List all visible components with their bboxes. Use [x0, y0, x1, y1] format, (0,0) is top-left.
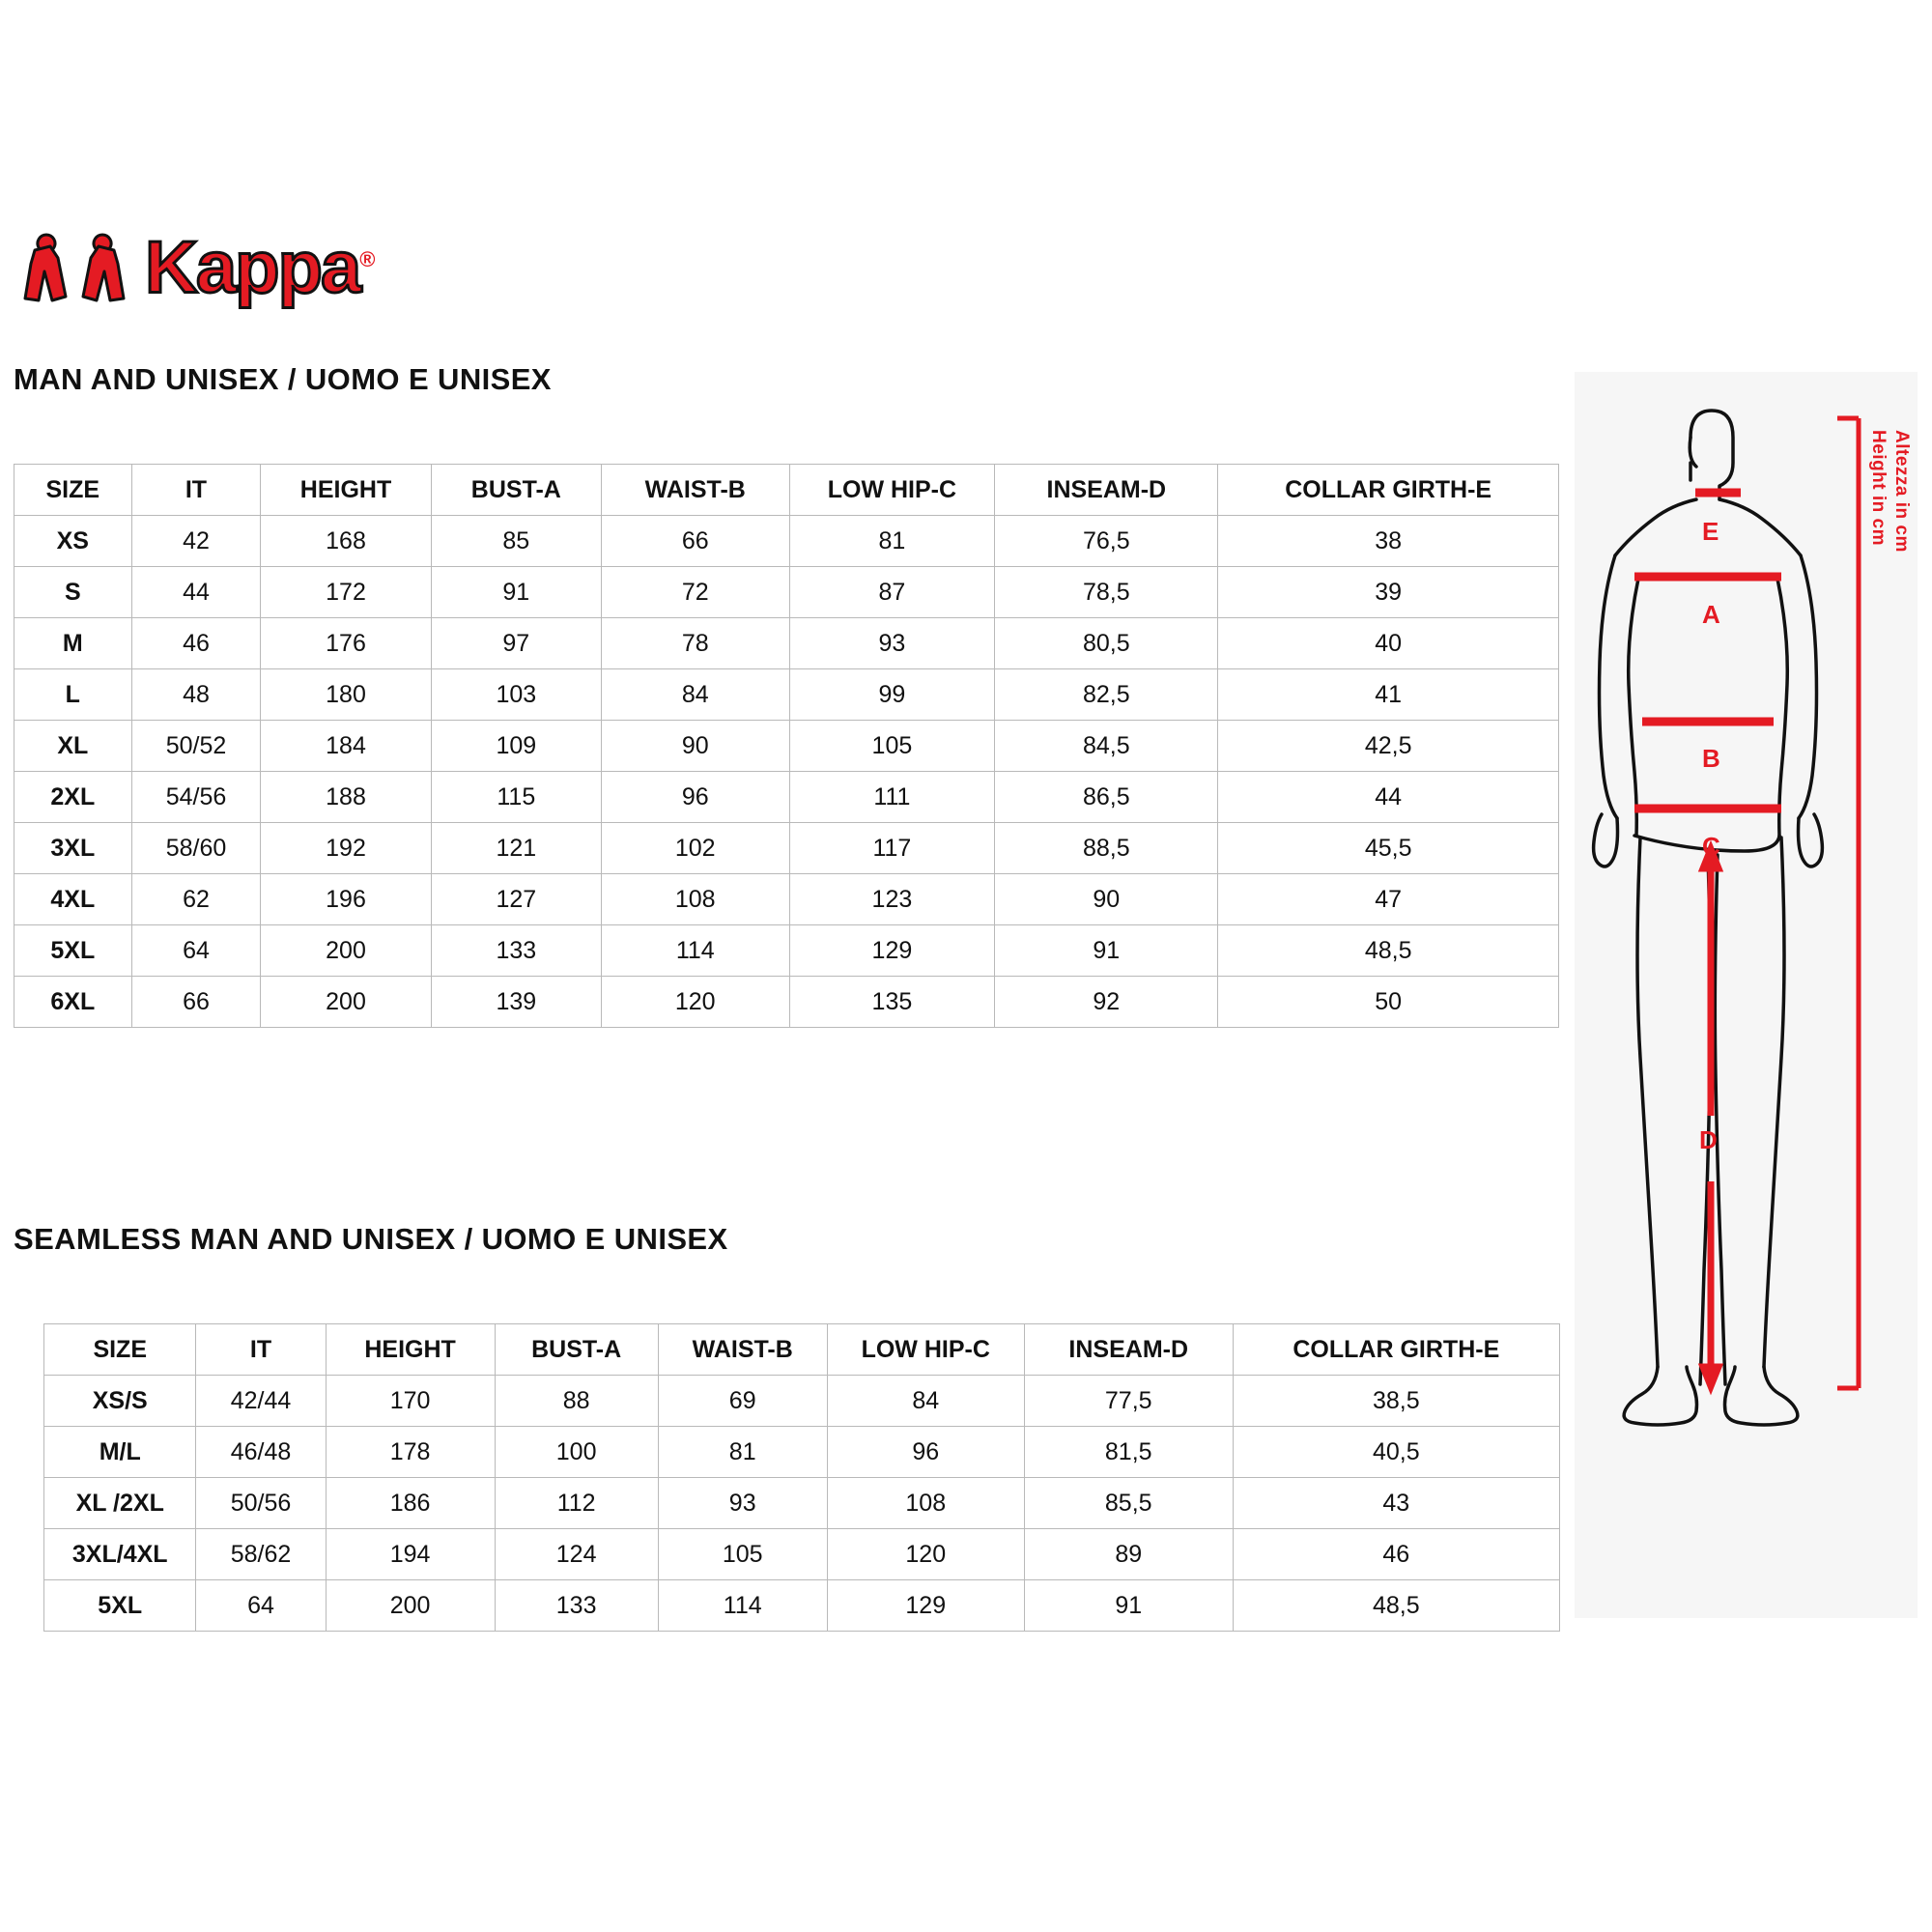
cell-it: 42/44 [196, 1376, 326, 1427]
cell-bust: 127 [431, 874, 601, 925]
cell-bust: 97 [431, 618, 601, 669]
column-header: WAIST-B [601, 465, 789, 516]
cell-height: 194 [326, 1529, 495, 1580]
column-header: COLLAR GIRTH-E [1233, 1324, 1559, 1376]
column-header: IT [196, 1324, 326, 1376]
cell-bust: 100 [495, 1427, 658, 1478]
size-table-seamless [43, 1323, 1560, 1632]
column-header: SIZE [14, 465, 132, 516]
cell-collar: 46 [1233, 1529, 1559, 1580]
cell-size: 3XL/4XL [44, 1529, 196, 1580]
table-row [44, 1376, 1560, 1427]
column-header: HEIGHT [326, 1324, 495, 1376]
section-title-seamless: SEAMLESS MAN AND UNISEX / UOMO E UNISEX [14, 1222, 728, 1256]
label-bust-a: A [1702, 600, 1720, 629]
cell-waist: 90 [601, 721, 789, 772]
cell-size: 5XL [14, 925, 132, 977]
cell-it: 42 [131, 516, 261, 567]
cell-inseam: 90 [995, 874, 1218, 925]
cell-it: 50/52 [131, 721, 261, 772]
cell-bust: 85 [431, 516, 601, 567]
cell-inseam: 85,5 [1024, 1478, 1233, 1529]
cell-bust: 139 [431, 977, 601, 1028]
section-title-man: MAN AND UNISEX / UOMO E UNISEX [14, 362, 552, 396]
height-label-en: Height in cm [1868, 430, 1889, 547]
cell-height: 176 [261, 618, 431, 669]
cell-waist: 114 [658, 1580, 827, 1632]
male-body-measurement-diagram-icon [1575, 372, 1918, 1618]
cell-waist: 72 [601, 567, 789, 618]
column-header: INSEAM-D [1024, 1324, 1233, 1376]
table-row [14, 977, 1559, 1028]
cell-bust: 115 [431, 772, 601, 823]
cell-inseam: 81,5 [1024, 1427, 1233, 1478]
table-row [14, 516, 1559, 567]
column-header: WAIST-B [658, 1324, 827, 1376]
table-row [14, 874, 1559, 925]
cell-inseam: 84,5 [995, 721, 1218, 772]
table-row [44, 1427, 1560, 1478]
cell-bust: 124 [495, 1529, 658, 1580]
column-header: BUST-A [431, 465, 601, 516]
cell-height: 196 [261, 874, 431, 925]
cell-height: 186 [326, 1478, 495, 1529]
cell-height: 200 [261, 925, 431, 977]
cell-height: 170 [326, 1376, 495, 1427]
cell-it: 62 [131, 874, 261, 925]
cell-collar: 50 [1218, 977, 1559, 1028]
table-row [14, 925, 1559, 977]
cell-waist: 114 [601, 925, 789, 977]
cell-height: 178 [326, 1427, 495, 1478]
brand-name: Kappa [145, 226, 360, 309]
cell-low-hip: 123 [789, 874, 995, 925]
cell-bust: 121 [431, 823, 601, 874]
cell-size: 3XL [14, 823, 132, 874]
cell-height: 200 [261, 977, 431, 1028]
cell-waist: 108 [601, 874, 789, 925]
cell-waist: 105 [658, 1529, 827, 1580]
cell-waist: 120 [601, 977, 789, 1028]
cell-low-hip: 99 [789, 669, 995, 721]
cell-height: 200 [326, 1580, 495, 1632]
cell-size: M [14, 618, 132, 669]
cell-waist: 96 [601, 772, 789, 823]
column-header: LOW HIP-C [827, 1324, 1024, 1376]
table-row [14, 823, 1559, 874]
cell-bust: 103 [431, 669, 601, 721]
cell-size: XS [14, 516, 132, 567]
kappa-logo [17, 220, 374, 307]
column-header: HEIGHT [261, 465, 431, 516]
cell-inseam: 91 [1024, 1580, 1233, 1632]
registered-mark: ® [359, 246, 374, 271]
cell-height: 168 [261, 516, 431, 567]
cell-collar: 43 [1233, 1478, 1559, 1529]
cell-height: 192 [261, 823, 431, 874]
column-header: COLLAR GIRTH-E [1218, 465, 1559, 516]
cell-inseam: 77,5 [1024, 1376, 1233, 1427]
cell-height: 180 [261, 669, 431, 721]
cell-size: 6XL [14, 977, 132, 1028]
cell-size: XS/S [44, 1376, 196, 1427]
cell-waist: 93 [658, 1478, 827, 1529]
cell-height: 184 [261, 721, 431, 772]
cell-collar: 39 [1218, 567, 1559, 618]
height-label-it: Altezza in cm [1891, 430, 1912, 553]
size-table-man [14, 464, 1559, 1028]
cell-size: XL [14, 721, 132, 772]
cell-height: 172 [261, 567, 431, 618]
cell-size: XL /2XL [44, 1478, 196, 1529]
table-header-row [44, 1324, 1560, 1376]
column-header: IT [131, 465, 261, 516]
cell-low-hip: 117 [789, 823, 995, 874]
cell-it: 58/62 [196, 1529, 326, 1580]
cell-waist: 81 [658, 1427, 827, 1478]
cell-inseam: 89 [1024, 1529, 1233, 1580]
cell-inseam: 86,5 [995, 772, 1218, 823]
cell-bust: 109 [431, 721, 601, 772]
cell-collar: 40 [1218, 618, 1559, 669]
cell-it: 64 [131, 925, 261, 977]
column-header: BUST-A [495, 1324, 658, 1376]
label-inseam-d: D [1699, 1125, 1718, 1154]
cell-size: 2XL [14, 772, 132, 823]
cell-collar: 41 [1218, 669, 1559, 721]
cell-size: 5XL [44, 1580, 196, 1632]
cell-size: L [14, 669, 132, 721]
cell-collar: 38,5 [1233, 1376, 1559, 1427]
cell-inseam: 78,5 [995, 567, 1218, 618]
cell-collar: 45,5 [1218, 823, 1559, 874]
label-low-hip-c: C [1702, 832, 1720, 861]
cell-collar: 48,5 [1218, 925, 1559, 977]
cell-it: 54/56 [131, 772, 261, 823]
cell-waist: 84 [601, 669, 789, 721]
cell-low-hip: 120 [827, 1529, 1024, 1580]
cell-it: 44 [131, 567, 261, 618]
cell-it: 58/60 [131, 823, 261, 874]
cell-low-hip: 105 [789, 721, 995, 772]
cell-collar: 40,5 [1233, 1427, 1559, 1478]
table-row [44, 1580, 1560, 1632]
cell-inseam: 82,5 [995, 669, 1218, 721]
cell-collar: 42,5 [1218, 721, 1559, 772]
table-row [14, 721, 1559, 772]
cell-size: M/L [44, 1427, 196, 1478]
cell-low-hip: 96 [827, 1427, 1024, 1478]
cell-collar: 44 [1218, 772, 1559, 823]
cell-inseam: 80,5 [995, 618, 1218, 669]
cell-bust: 133 [431, 925, 601, 977]
cell-it: 46 [131, 618, 261, 669]
cell-low-hip: 135 [789, 977, 995, 1028]
cell-it: 64 [196, 1580, 326, 1632]
cell-low-hip: 108 [827, 1478, 1024, 1529]
cell-collar: 47 [1218, 874, 1559, 925]
measurement-figure-panel [1575, 372, 1918, 1618]
kappa-omini-logo-icon [17, 225, 133, 302]
cell-waist: 69 [658, 1376, 827, 1427]
column-header: INSEAM-D [995, 465, 1218, 516]
cell-low-hip: 129 [789, 925, 995, 977]
table-row [14, 772, 1559, 823]
cell-it: 46/48 [196, 1427, 326, 1478]
cell-low-hip: 93 [789, 618, 995, 669]
cell-inseam: 88,5 [995, 823, 1218, 874]
cell-low-hip: 111 [789, 772, 995, 823]
cell-low-hip: 84 [827, 1376, 1024, 1427]
cell-inseam: 91 [995, 925, 1218, 977]
cell-low-hip: 87 [789, 567, 995, 618]
cell-it: 48 [131, 669, 261, 721]
cell-bust: 91 [431, 567, 601, 618]
cell-bust: 88 [495, 1376, 658, 1427]
column-header: SIZE [44, 1324, 196, 1376]
cell-inseam: 76,5 [995, 516, 1218, 567]
label-waist-b: B [1702, 744, 1720, 773]
table-row [14, 567, 1559, 618]
table-row [44, 1529, 1560, 1580]
cell-inseam: 92 [995, 977, 1218, 1028]
cell-low-hip: 129 [827, 1580, 1024, 1632]
cell-waist: 78 [601, 618, 789, 669]
cell-bust: 112 [495, 1478, 658, 1529]
cell-waist: 102 [601, 823, 789, 874]
cell-it: 50/56 [196, 1478, 326, 1529]
table-row [14, 618, 1559, 669]
cell-size: 4XL [14, 874, 132, 925]
table-row [14, 669, 1559, 721]
cell-waist: 66 [601, 516, 789, 567]
cell-collar: 48,5 [1233, 1580, 1559, 1632]
cell-size: S [14, 567, 132, 618]
cell-low-hip: 81 [789, 516, 995, 567]
kappa-wordmark [145, 221, 374, 309]
cell-it: 66 [131, 977, 261, 1028]
table-row [44, 1478, 1560, 1529]
table-header-row [14, 465, 1559, 516]
cell-collar: 38 [1218, 516, 1559, 567]
cell-height: 188 [261, 772, 431, 823]
label-collar-girth-e: E [1702, 517, 1719, 546]
column-header: LOW HIP-C [789, 465, 995, 516]
cell-bust: 133 [495, 1580, 658, 1632]
